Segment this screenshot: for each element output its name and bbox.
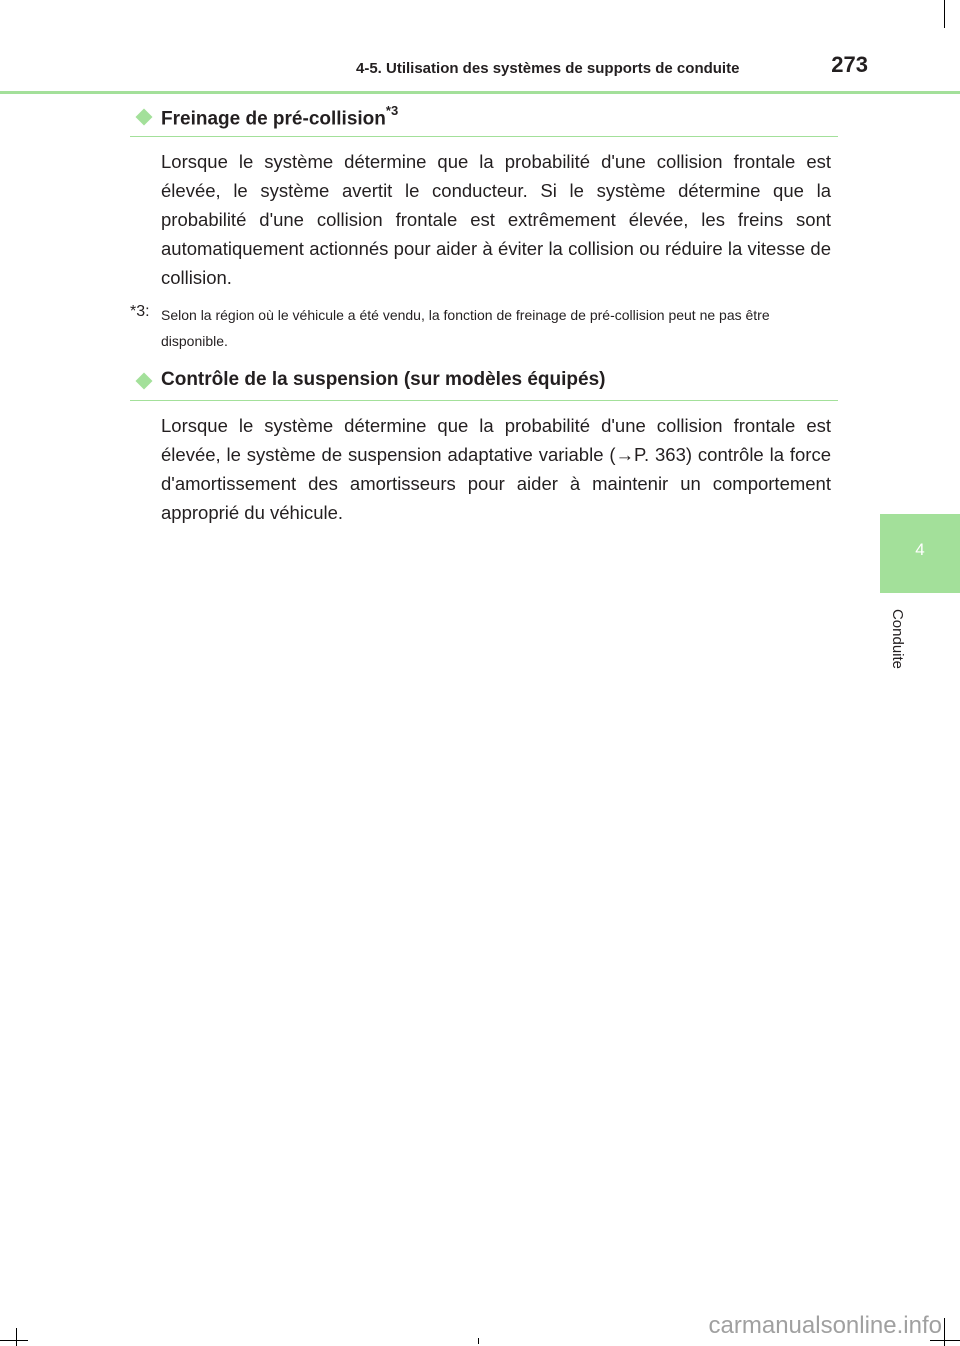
body-paragraph <box>161 411 831 527</box>
section-title <box>161 105 398 130</box>
paragraph-text: ) contrôle la force d'amortissement des amortisseurs pour aider à maintenir un comportement approprié du véhicule. <box>161 444 831 523</box>
paragraph-text: Lorsque le système détermine que la probabilité d'une collision frontale est élevée, le système de suspension adaptative variable ( <box>161 415 831 465</box>
footnote-text: Selon la région où le véhicule a été vendu, la fonction de freinage de pré-collision peut ne pas être disponible. <box>161 307 770 349</box>
footnote-mark: *3: <box>130 303 150 320</box>
diamond-bullet-icon <box>136 109 153 126</box>
watermark: carmanualsonline.info <box>708 1312 942 1339</box>
crop-mark <box>944 0 945 28</box>
section-title-text: Freinage de pré-collision <box>161 108 386 130</box>
diamond-bullet-icon <box>136 373 153 390</box>
chapter-label: Conduite <box>889 608 906 670</box>
crop-mark <box>0 1340 28 1341</box>
crop-mark <box>944 1318 945 1346</box>
chapter-number: 4 <box>915 540 925 559</box>
crop-mark <box>16 1328 17 1346</box>
crop-mark <box>930 1340 960 1341</box>
page-number: 273 <box>831 52 868 77</box>
chapter-tab <box>880 514 960 593</box>
section-heading-suspension <box>130 366 838 401</box>
header-title: 4-5. Utilisation des systèmes de supports de conduite <box>356 60 740 77</box>
crop-mark <box>478 1338 479 1344</box>
section-heading-pre-collision <box>130 102 838 137</box>
body-paragraph: Lorsque le système détermine que la probabilité d'une collision frontale est élevée, le système avertit le conducteur. Si le système détermine que la probabilité d'une collision frontale est extrêmement élevée, les freins sont automatiquement actionnés pour aider à éviter la collision ou réduire la vitesse de collision. <box>161 151 831 288</box>
footnote <box>130 302 832 354</box>
header-rule <box>0 91 960 94</box>
page-reference: →P. 363 <box>615 444 686 465</box>
section-title: Contrôle de la suspension (sur modèles équipés) <box>161 369 606 390</box>
footnote-marker: *3 <box>385 103 399 118</box>
